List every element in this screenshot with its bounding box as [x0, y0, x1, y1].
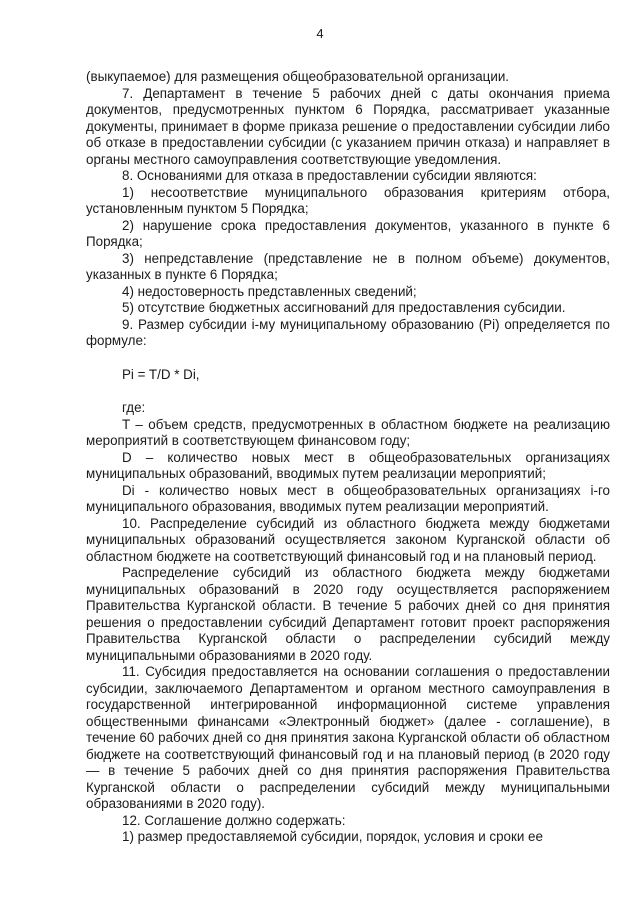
paragraph-7: 7. Департамент в течение 5 рабочих дней с даты окончания приема документов, предусмотренных пунктом 6 Порядка, рассматривает указанные документы, принимает в форме приказа решение о предоставлении субсидии либо об отказе в предоставлении субсидии (с указанием причин отказа) и направляет в органы местного самоуправления соответствующие уведомления.	[86, 85, 610, 167]
paragraph-continuation: (выкупаемое) для размещения общеобразовательной организации.	[86, 69, 510, 84]
paragraph-8-item-5: 5) отсутствие бюджетных ассигнований для предоставления субсидии.	[122, 300, 566, 315]
paragraph-8-item-4: 4) недостоверность представленных сведений;	[122, 283, 417, 299]
paragraph-12-item-1: 1) размер предоставляемой субсидии, порядок, условия и сроки ее	[122, 829, 543, 844]
paragraph-10: 10. Распределение субсидий из областного бюджета между бюджетами муниципальных образований осуществляется законом Курганской области об областном бюджете на соответствующий финансовый год и на плановый период.	[86, 515, 610, 564]
paragraph-9: 9. Размер субсидии i-му муниципальному образованию (Pi) определяется по формуле:	[86, 316, 610, 348]
page-number: 4	[316, 26, 324, 41]
paragraph-8-item-2: 2) нарушение срока предоставления документов, указанного в пункте 6 Порядка;	[86, 217, 610, 249]
paragraph-8: 8. Основаниями для отказа в предоставлении субсидии являются:	[122, 168, 537, 183]
paragraph-8-item-3: 3) непредставление (представление не в полном объеме) документов, указанных в пункте 6 Порядка;	[86, 250, 610, 282]
definition-di: Di - количество новых мест в общеобразовательных организациях i-го муниципального образования, вводимых путем реализации мероприятий.	[86, 482, 610, 514]
paragraph-10-distribution: Распределение субсидий из областного бюджета между бюджетами муниципальных образований в 2020 году осуществляется распоряжением Правительства Курганской области. В течение 5 рабочих дней со дня принятия решения о предоставлении субсидий Департамент готовит проект распоряжения Правительства Курганской области о распределении субсидий между муниципальными образованиями в 2020 году.	[86, 565, 610, 663]
document-body	[86, 69, 610, 846]
definition-t: T – объем средств, предусмотренных в областном бюджете на реализацию мероприятий в соответствующем финансовом году;	[86, 416, 610, 448]
paragraph-8-item-1: 1) несоответствие муниципального образования критериям отбора, установленным пунктом 5 Порядка;	[86, 184, 610, 216]
paragraph-12: 12. Соглашение должно содержать:	[122, 812, 346, 828]
formula-where: где:	[122, 400, 146, 415]
paragraph-11: 11. Субсидия предоставляется на основании соглашения о предоставлении субсидии, заключаемого Департаментом и органом местного самоуправления в государственной интегрированной информационной системе управления общественными финансами «Электронный бюджет» (далее - соглашение), в течение 60 рабочих дней со дня принятия закона Курганской области об областном бюджете на соответствующий финансовый год и на плановый период (в 2020 году — в течение 5 рабочих дней со дня принятия распоряжения Правительства Курганской области о распределении субсидий между муниципальными образованиями в 2020 году).	[86, 664, 610, 811]
definition-d: D – количество новых мест в общеобразовательных организациях муниципальных образований, вводимых путем реализации мероприятий;	[86, 449, 610, 481]
formula: Pi = T/D * Di,	[122, 366, 200, 382]
